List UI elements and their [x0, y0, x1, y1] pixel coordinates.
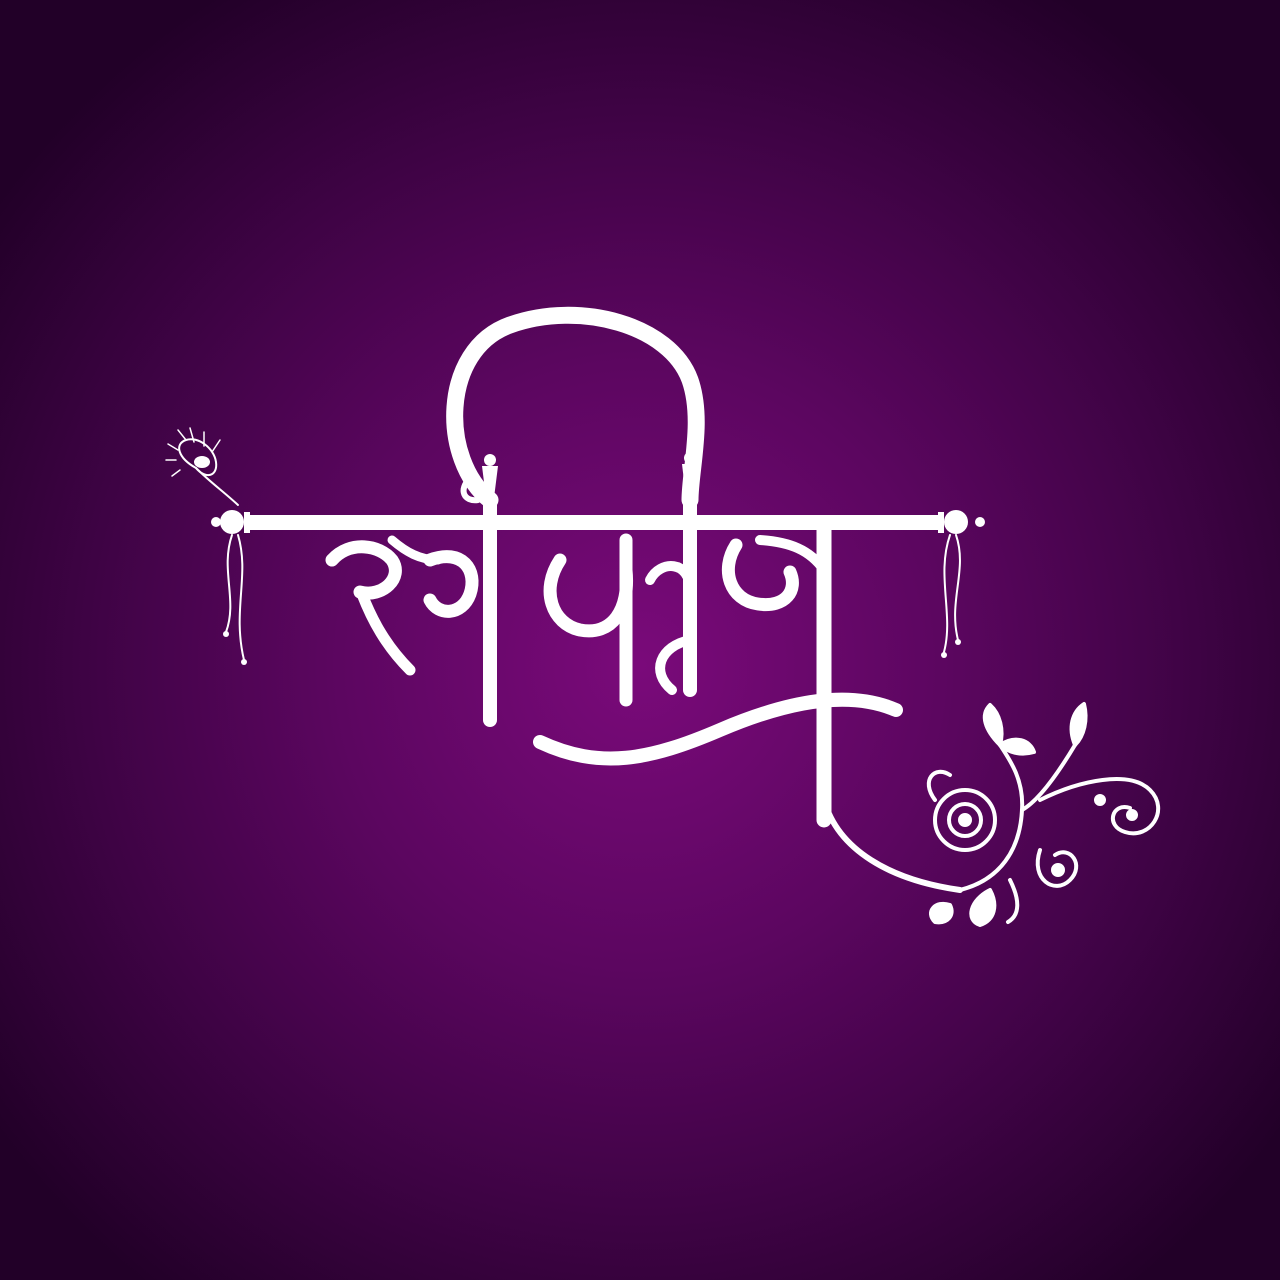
name-calligraphy-strokes: [332, 315, 960, 890]
peacock-feather-icon: [166, 428, 238, 505]
floral-swirl-icon: [929, 704, 1158, 925]
flute-icon: [211, 510, 985, 665]
